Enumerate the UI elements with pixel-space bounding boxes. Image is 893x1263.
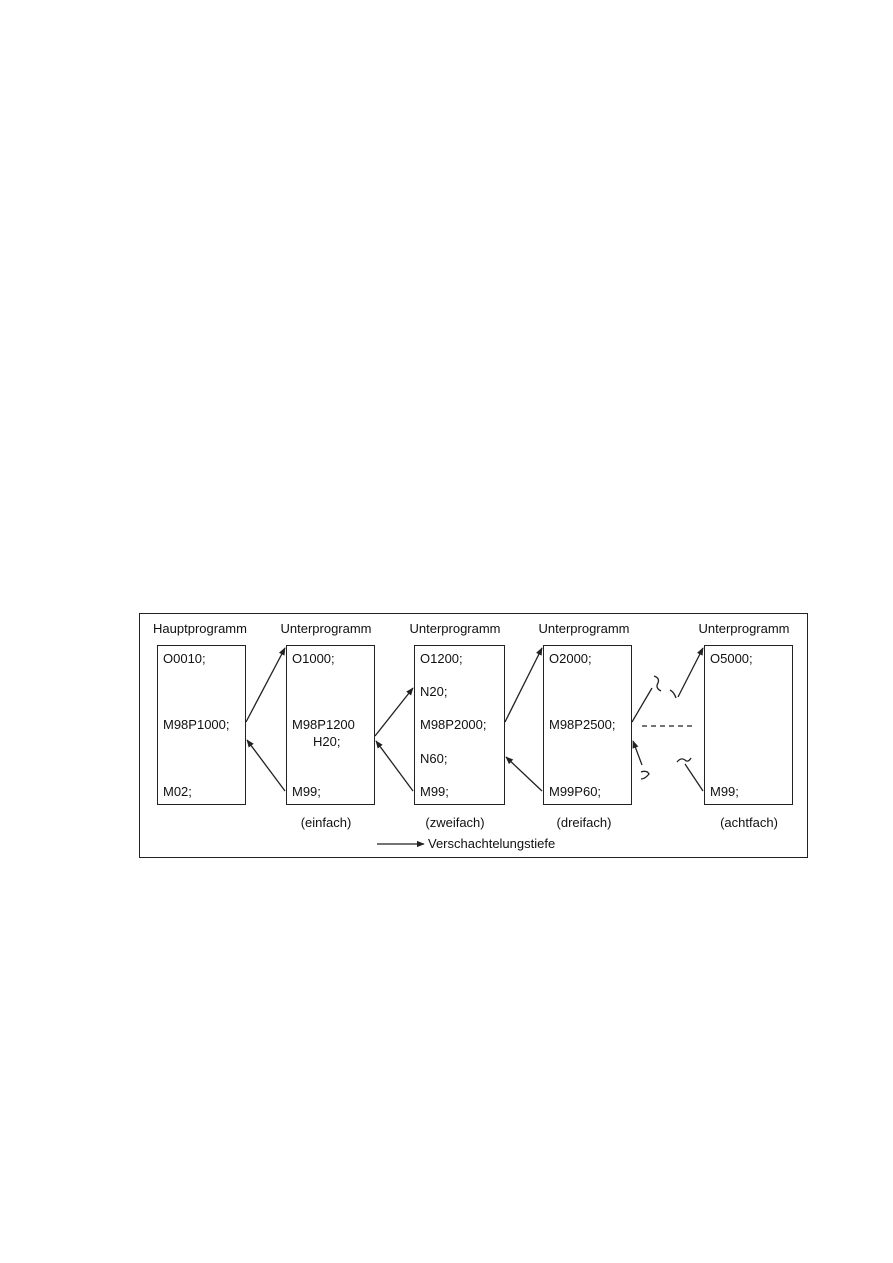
sub3-return-line: M99P60; — [549, 784, 602, 799]
return-line-from-sub8 — [685, 764, 703, 791]
sub1-depth-label: (einfach) — [300, 815, 352, 830]
sub1-call-line2: H20; — [313, 734, 341, 749]
break-mark-lower-right — [677, 758, 691, 762]
header-subprogram-1: Unterprogramm — [280, 621, 372, 636]
sub3-o-line: O2000; — [549, 651, 592, 666]
sub8-depth-label: (achtfach) — [720, 815, 778, 830]
main-end-line: M02; — [163, 784, 192, 799]
sub2-depth-label: (zweifach) — [425, 815, 485, 830]
header-subprogram-8: Unterprogramm — [698, 621, 790, 636]
sub2-o-line: O1200; — [420, 651, 463, 666]
break-mark-upper-right — [670, 690, 676, 698]
call-arrow-into-sub8 — [678, 648, 703, 697]
call-line-sub3-out — [632, 688, 652, 722]
sub2-call-line: M98P2000; — [420, 717, 487, 732]
main-call-line: M98P1000; — [163, 717, 230, 732]
sub3-depth-label: (dreifach) — [556, 815, 612, 830]
call-arrow-sub1-to-sub2 — [375, 688, 413, 736]
sub8-o-line: O5000; — [710, 651, 753, 666]
return-arrow-sub2-to-sub1 — [376, 741, 413, 791]
legend-label: Verschachtelungstiefe — [428, 836, 556, 851]
header-main-program: Hauptprogramm — [153, 621, 247, 636]
return-arrow-sub3-to-sub2 — [506, 757, 542, 791]
return-arrow-sub1-to-main — [247, 740, 285, 791]
header-subprogram-3: Unterprogramm — [538, 621, 630, 636]
sub3-call-line: M98P2500; — [549, 717, 616, 732]
break-mark-upper-left — [654, 676, 661, 691]
sub1-o-line: O1000; — [292, 651, 335, 666]
call-arrow-sub2-to-sub3 — [505, 648, 542, 722]
sub2-n60-line: N60; — [420, 751, 448, 766]
sub2-n20-line: N20; — [420, 684, 448, 699]
header-subprogram-2: Unterprogramm — [409, 621, 501, 636]
sub2-return-line: M99; — [420, 784, 449, 799]
return-arrow-into-sub3 — [633, 741, 642, 765]
main-o-line: O0010; — [163, 651, 206, 666]
call-arrow-main-to-sub1 — [246, 648, 285, 722]
break-mark-lower-left — [641, 771, 649, 779]
sub1-return-line: M99; — [292, 784, 321, 799]
sub1-call-line1: M98P1200 — [292, 717, 355, 732]
sub8-return-line: M99; — [710, 784, 739, 799]
